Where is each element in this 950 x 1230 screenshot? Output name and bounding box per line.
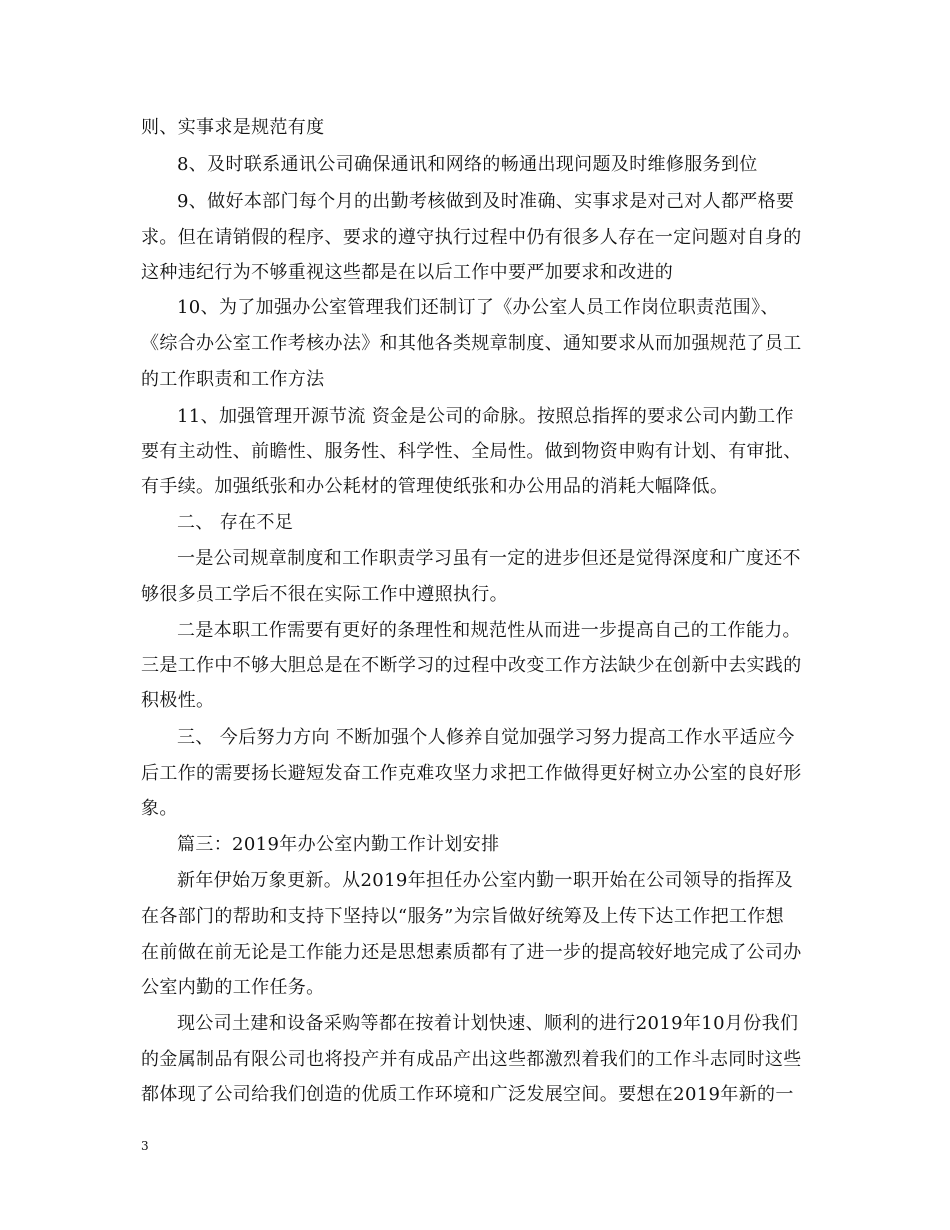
text-line-1: 则、实事求是规范有度 (141, 117, 325, 138)
text-line-22: 新年伊始万象更新。从2019年担任办公室内勤一职开始在公司领导的指挥及 (177, 870, 794, 891)
text-line-7: 《综合办公室工作考核办法》和其他各类规章制度、通知要求从而加强规范了员工 (141, 333, 802, 354)
text-line-14: 够很多员工学后不很在实际工作中遵照执行。 (141, 584, 508, 605)
text-line-4: 求。但在请销假的程序、要求的遵守执行过程中仍有很多人存在一定问题对自身的 (141, 227, 802, 248)
text-line-23: 在各部门的帮助和支持下坚持以“服务”为宗旨做好统筹及上传下达工作把工作想 (141, 906, 785, 927)
text-line-2: 8、及时联系通讯公司确保通讯和网络的畅通出现问题及时维修服务到位 (177, 154, 758, 175)
text-line-28: 都体现了公司给我们创造的优质工作环境和广泛发展空间。要想在2019年新的一 (141, 1084, 794, 1105)
text-line-9: 11、加强管理开源节流 资金是公司的命脉。按照总指挥的要求公司内勤工作 (177, 406, 794, 427)
text-line-20: 象。 (141, 798, 178, 819)
text-line-18: 三、 今后努力方向 不断加强个人修养自觉加强学习努力提高工作水平适应今 (177, 727, 795, 748)
text-line-27: 的金属制品有限公司也将投产并有成品产出这些都激烈着我们的工作斗志同时这些 (141, 1049, 802, 1070)
text-line-26: 现公司土建和设备采购等都在按着计划快速、顺利的进行2019年10月份我们 (177, 1013, 799, 1034)
text-line-16: 三是工作中不够大胆总是在不断学习的过程中改变工作方法缺少在创新中去实践的 (141, 655, 802, 676)
text-line-6: 10、为了加强办公室管理我们还制订了《办公室人员工作岗位职责范围》、 (177, 297, 779, 318)
text-line-21: 篇三：2019年办公室内勤工作计划安排 (177, 834, 500, 855)
text-line-3: 9、做好本部门每个月的出勤考核做到及时准确、实事求是对己对人都严格要 (177, 191, 795, 212)
text-line-12: 二、 存在不足 (177, 512, 294, 533)
text-line-25: 公室内勤的工作任务。 (141, 977, 325, 998)
text-line-19: 后工作的需要扬长避短发奋工作克难攻坚力求把工作做得更好树立办公室的良好形 (141, 763, 802, 784)
text-line-5: 这种违纪行为不够重视这些都是在以后工作中要严加要求和改进的 (141, 262, 674, 283)
text-line-17: 积极性。 (141, 690, 215, 711)
text-line-13: 一是公司规章制度和工作职责学习虽有一定的进步但还是觉得深度和广度还不 (177, 548, 801, 569)
text-line-24: 在前做在前无论是工作能力还是思想素质都有了进一步的提高较好地完成了公司办 (141, 942, 802, 963)
text-line-8: 的工作职责和工作方法 (141, 369, 325, 390)
text-line-11: 有手续。加强纸张和办公耗材的管理使纸张和办公用品的消耗大幅降低。 (141, 476, 729, 497)
page-number: 3 (141, 1139, 149, 1153)
text-line-15: 二是本职工作需要有更好的条理性和规范性从而进一步提高自己的工作能力。 (177, 620, 801, 641)
text-line-10: 要有主动性、前瞻性、服务性、科学性、全局性。做到物资申购有计划、有审批、 (141, 441, 802, 462)
